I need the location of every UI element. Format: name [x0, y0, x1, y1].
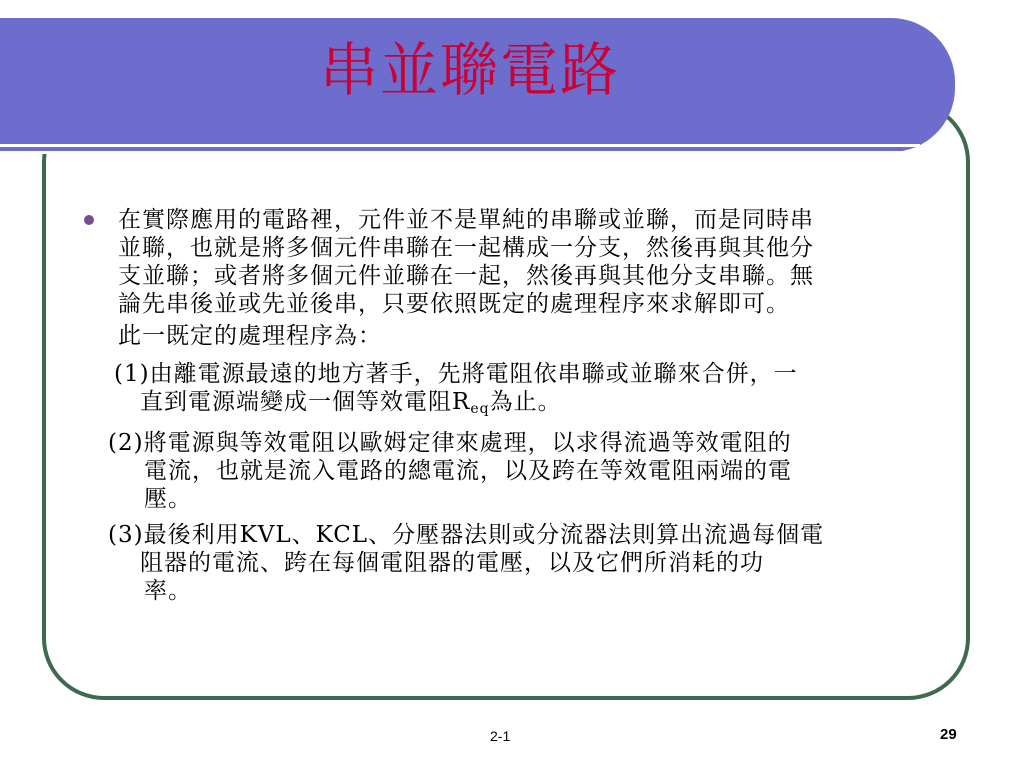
step-line: (3)最後利用KVL、KCL、分壓器法則或分流器法則算出流過每個電	[108, 522, 825, 548]
bullet-paragraph	[118, 206, 950, 318]
slide-title: 串並聯電路	[319, 36, 620, 104]
slide-body	[80, 206, 950, 605]
procedure-step-3	[108, 521, 950, 605]
paragraph-line: 在實際應用的電路裡，元件並不是單純的串聯或並聯，而是同時串	[118, 207, 814, 233]
bullet-item	[80, 206, 950, 318]
paragraph-line: 支並聯；或者將多個元件並聯在一起，然後再與其他分支串聯。無	[118, 263, 814, 289]
bullet-dot-icon	[84, 215, 94, 225]
step-line: (2)將電源與等效電阻以歐姆定律來處理，以求得流過等效電阻的	[108, 430, 792, 456]
subscript-eq: eq	[470, 401, 490, 417]
step-text: 為止。	[489, 389, 562, 415]
procedure-intro: 此一既定的處理程序為：	[118, 323, 382, 349]
step-line	[114, 388, 950, 423]
step-text: 直到電源端變成一個等效電阻R	[140, 389, 471, 415]
footer-page-number: 29	[940, 726, 957, 743]
step-line: 阻器的電流、跨在每個電阻器的電壓，以及它們所消耗的功	[140, 550, 764, 576]
step-line: 壓。	[144, 486, 192, 512]
procedure-step-1	[114, 360, 950, 423]
footer-section: 2-1	[490, 728, 511, 744]
step-line: (1)由離電源最遠的地方著手，先將電阻依串聯或並聯來合併，一	[114, 361, 798, 387]
step-line: 電流，也就是流入電路的總電流，以及跨在等效電阻兩端的電	[144, 458, 792, 484]
procedure-step-2	[108, 429, 950, 513]
title-divider-top	[0, 144, 920, 147]
paragraph-line: 並聯，也就是將多個元件串聯在一起構成一分支，然後再與其他分	[118, 235, 814, 261]
title-divider-bottom	[0, 151, 920, 154]
step-line: 率。	[144, 578, 192, 604]
paragraph-line: 論先串後並或先並後串，只要依照既定的處理程序來求解即可。	[118, 291, 790, 317]
